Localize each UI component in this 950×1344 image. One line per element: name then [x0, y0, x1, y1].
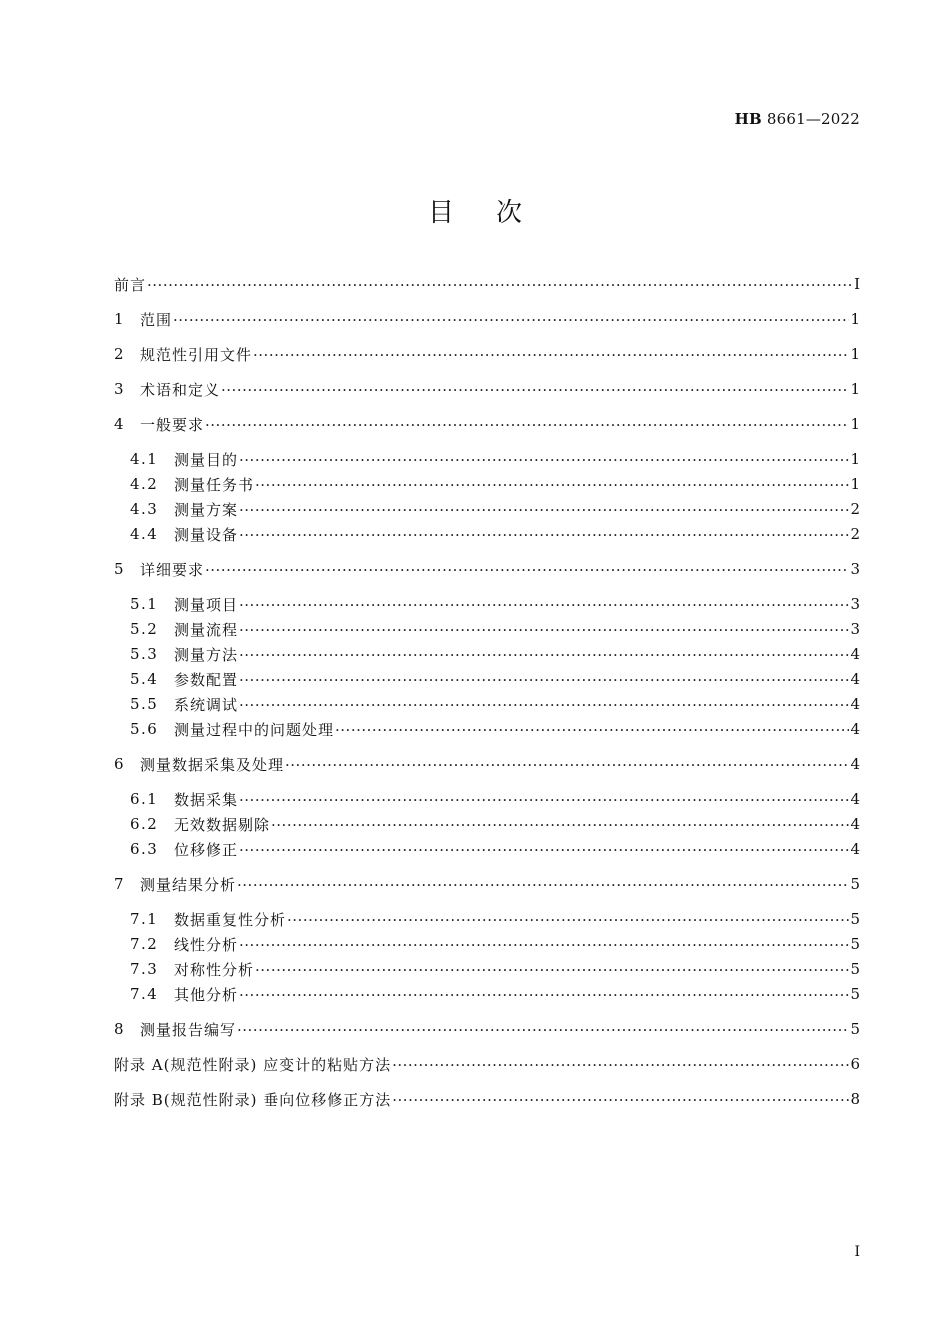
toc-entry[interactable] — [114, 413, 860, 435]
toc-entry[interactable] — [114, 1018, 860, 1040]
toc-entry-page: 3 — [850, 560, 860, 578]
toc-entry-label: 数据重复性分析 — [174, 910, 287, 929]
dot-leader — [239, 526, 849, 544]
toc-entry-label: 测量报告编写 — [140, 1020, 237, 1039]
dot-leader — [239, 671, 849, 689]
toc-entry[interactable] — [114, 523, 860, 545]
toc-entry-number: 7.4 — [130, 985, 159, 1003]
toc-entry[interactable] — [114, 378, 860, 400]
dot-leader — [287, 911, 849, 929]
toc-entry-label: 附录 B(规范性附录) 垂向位移修正方法 — [114, 1090, 392, 1109]
toc-entry-page: 4 — [850, 645, 860, 663]
dot-leader — [239, 451, 849, 469]
toc-entry[interactable] — [114, 908, 860, 930]
toc-entry-label: 测量流程 — [174, 620, 239, 639]
toc-entry-page: 1 — [850, 450, 860, 468]
toc-entry[interactable] — [114, 668, 860, 690]
toc-entry[interactable] — [114, 618, 860, 640]
toc-entry-label: 数据采集 — [174, 790, 239, 809]
toc-entry[interactable] — [114, 983, 860, 1005]
dot-leader — [253, 346, 849, 364]
toc-entry-page: 4 — [850, 695, 860, 713]
toc-entry-page: I — [854, 275, 860, 293]
toc-entry-page: 1 — [850, 345, 860, 363]
toc-entry[interactable] — [114, 1088, 860, 1110]
toc-entry[interactable] — [114, 933, 860, 955]
toc-entry-label: 测量目的 — [174, 450, 239, 469]
toc-entry-page: 2 — [850, 525, 860, 543]
toc-entry-page: 4 — [850, 815, 860, 833]
dot-leader — [285, 756, 849, 774]
toc-entry-page: 5 — [850, 935, 860, 953]
dot-leader — [221, 381, 849, 399]
toc-entry-label: 详细要求 — [140, 560, 205, 579]
toc-entry[interactable] — [114, 448, 860, 470]
toc-entry-label: 术语和定义 — [140, 380, 221, 399]
toc-entry-label: 线性分析 — [174, 935, 239, 954]
toc-entry-page: 2 — [850, 500, 860, 518]
toc-entry-label: 测量方法 — [174, 645, 239, 664]
toc-entry-page: 1 — [850, 380, 860, 398]
toc-entry[interactable] — [114, 693, 860, 715]
toc-entry[interactable] — [114, 838, 860, 860]
toc-entry[interactable] — [114, 273, 860, 295]
toc-entry-label: 测量过程中的问题处理 — [174, 720, 335, 739]
toc-entry[interactable] — [114, 473, 860, 495]
toc-entry-label: 范围 — [140, 310, 173, 329]
toc-entry[interactable] — [114, 753, 860, 775]
toc-entry-number: 3 — [114, 380, 124, 398]
toc-entry-page: 4 — [850, 790, 860, 808]
dot-leader — [239, 596, 849, 614]
standard-prefix: HB — [734, 110, 762, 128]
toc-entry-label: 测量结果分析 — [140, 875, 237, 894]
toc-entry[interactable] — [114, 593, 860, 615]
dot-leader — [335, 721, 849, 739]
toc-entry-number: 5.3 — [130, 645, 159, 663]
toc-entry-number: 6 — [114, 755, 124, 773]
toc-entry-page: 4 — [850, 720, 860, 738]
dot-leader — [239, 791, 849, 809]
toc-entry-page: 3 — [850, 595, 860, 613]
dot-leader — [239, 986, 849, 1004]
dot-leader — [239, 936, 849, 954]
toc-entry-number: 4.3 — [130, 500, 159, 518]
toc-entry-number: 4.2 — [130, 475, 159, 493]
toc-entry-label: 参数配置 — [174, 670, 239, 689]
toc-entry-label: 对称性分析 — [174, 960, 255, 979]
toc-entry-page: 5 — [850, 910, 860, 928]
toc-entry[interactable] — [114, 498, 860, 520]
toc-entry-number: 2 — [114, 345, 124, 363]
toc-entry-page: 5 — [850, 985, 860, 1003]
dot-leader — [239, 841, 849, 859]
dot-leader — [271, 816, 849, 834]
toc-entry-number: 6.2 — [130, 815, 159, 833]
toc-entry-page: 5 — [850, 1020, 860, 1038]
toc-entry[interactable] — [114, 308, 860, 330]
dot-leader — [392, 1091, 849, 1109]
dot-leader — [239, 621, 849, 639]
toc-entry-label: 附录 A(规范性附录) 应变计的粘贴方法 — [114, 1055, 392, 1074]
dot-leader — [147, 276, 851, 294]
dot-leader — [255, 476, 849, 494]
toc-entry-number: 6.3 — [130, 840, 159, 858]
toc-entry-label: 测量项目 — [174, 595, 239, 614]
toc-entry-label: 无效数据剔除 — [174, 815, 271, 834]
dot-leader — [239, 646, 849, 664]
toc-entry-number: 6.1 — [130, 790, 159, 808]
toc-entry[interactable] — [114, 873, 860, 895]
toc-entry-number: 4 — [114, 415, 124, 433]
toc-entry-label: 测量任务书 — [174, 475, 255, 494]
toc-entry-page: 4 — [850, 670, 860, 688]
toc-entry-label: 其他分析 — [174, 985, 239, 1004]
toc-entry[interactable] — [114, 788, 860, 810]
dot-leader — [239, 501, 849, 519]
dot-leader — [173, 311, 849, 329]
toc-entry-label: 测量数据采集及处理 — [140, 755, 285, 774]
toc-entry-page: 5 — [850, 875, 860, 893]
toc-entry-number: 5 — [114, 560, 124, 578]
standard-number: 8661—2022 — [766, 110, 860, 128]
toc-entry-number: 5.6 — [130, 720, 159, 738]
toc-entry[interactable] — [114, 958, 860, 980]
toc-entry-number: 7 — [114, 875, 124, 893]
toc-entry-number: 7.2 — [130, 935, 159, 953]
toc-entry-label: 测量设备 — [174, 525, 239, 544]
toc-entry-page: 1 — [850, 310, 860, 328]
toc-entry-page: 3 — [850, 620, 860, 638]
toc-entry-number: 1 — [114, 310, 124, 328]
page-title: 目次 — [427, 198, 564, 228]
toc-entry-number: 5.2 — [130, 620, 159, 638]
toc-entry-page: 6 — [850, 1055, 860, 1073]
toc-entry-page: 1 — [850, 415, 860, 433]
dot-leader — [237, 1021, 849, 1039]
toc-entry[interactable] — [114, 343, 860, 365]
toc-entry-number: 5.5 — [130, 695, 159, 713]
toc-entry[interactable] — [114, 1053, 860, 1075]
toc-entry-page: 4 — [850, 840, 860, 858]
dot-leader — [237, 876, 849, 894]
toc-entry-page: 4 — [850, 755, 860, 773]
toc-entry-label: 规范性引用文件 — [140, 345, 253, 364]
toc-entry-page: 5 — [850, 960, 860, 978]
toc-entry-label: 测量方案 — [174, 500, 239, 519]
toc-entry-label: 前言 — [114, 275, 147, 294]
toc-entry[interactable] — [114, 643, 860, 665]
dot-leader — [255, 961, 849, 979]
toc-entry-number: 5.4 — [130, 670, 159, 688]
toc-entry-number: 4.4 — [130, 525, 159, 543]
toc-entry-label: 系统调试 — [174, 695, 239, 714]
toc-entry-label: 位移修正 — [174, 840, 239, 859]
toc-entry-number: 7.1 — [130, 910, 159, 928]
dot-leader — [205, 561, 849, 579]
toc-entry-number: 5.1 — [130, 595, 159, 613]
dot-leader — [239, 696, 849, 714]
toc-entry[interactable] — [114, 718, 860, 740]
toc-entry-page: 1 — [850, 475, 860, 493]
toc-entry[interactable] — [114, 813, 860, 835]
dot-leader — [392, 1056, 849, 1074]
toc-entry[interactable] — [114, 558, 860, 580]
toc-entry-number: 8 — [114, 1020, 124, 1038]
dot-leader — [205, 416, 849, 434]
toc-entry-label: 一般要求 — [140, 415, 205, 434]
standard-code — [735, 110, 860, 128]
toc-entry-page: 8 — [850, 1090, 860, 1108]
toc-entry-number: 4.1 — [130, 450, 159, 468]
toc-entry-number: 7.3 — [130, 960, 159, 978]
footer-page-number: I — [854, 1244, 860, 1260]
